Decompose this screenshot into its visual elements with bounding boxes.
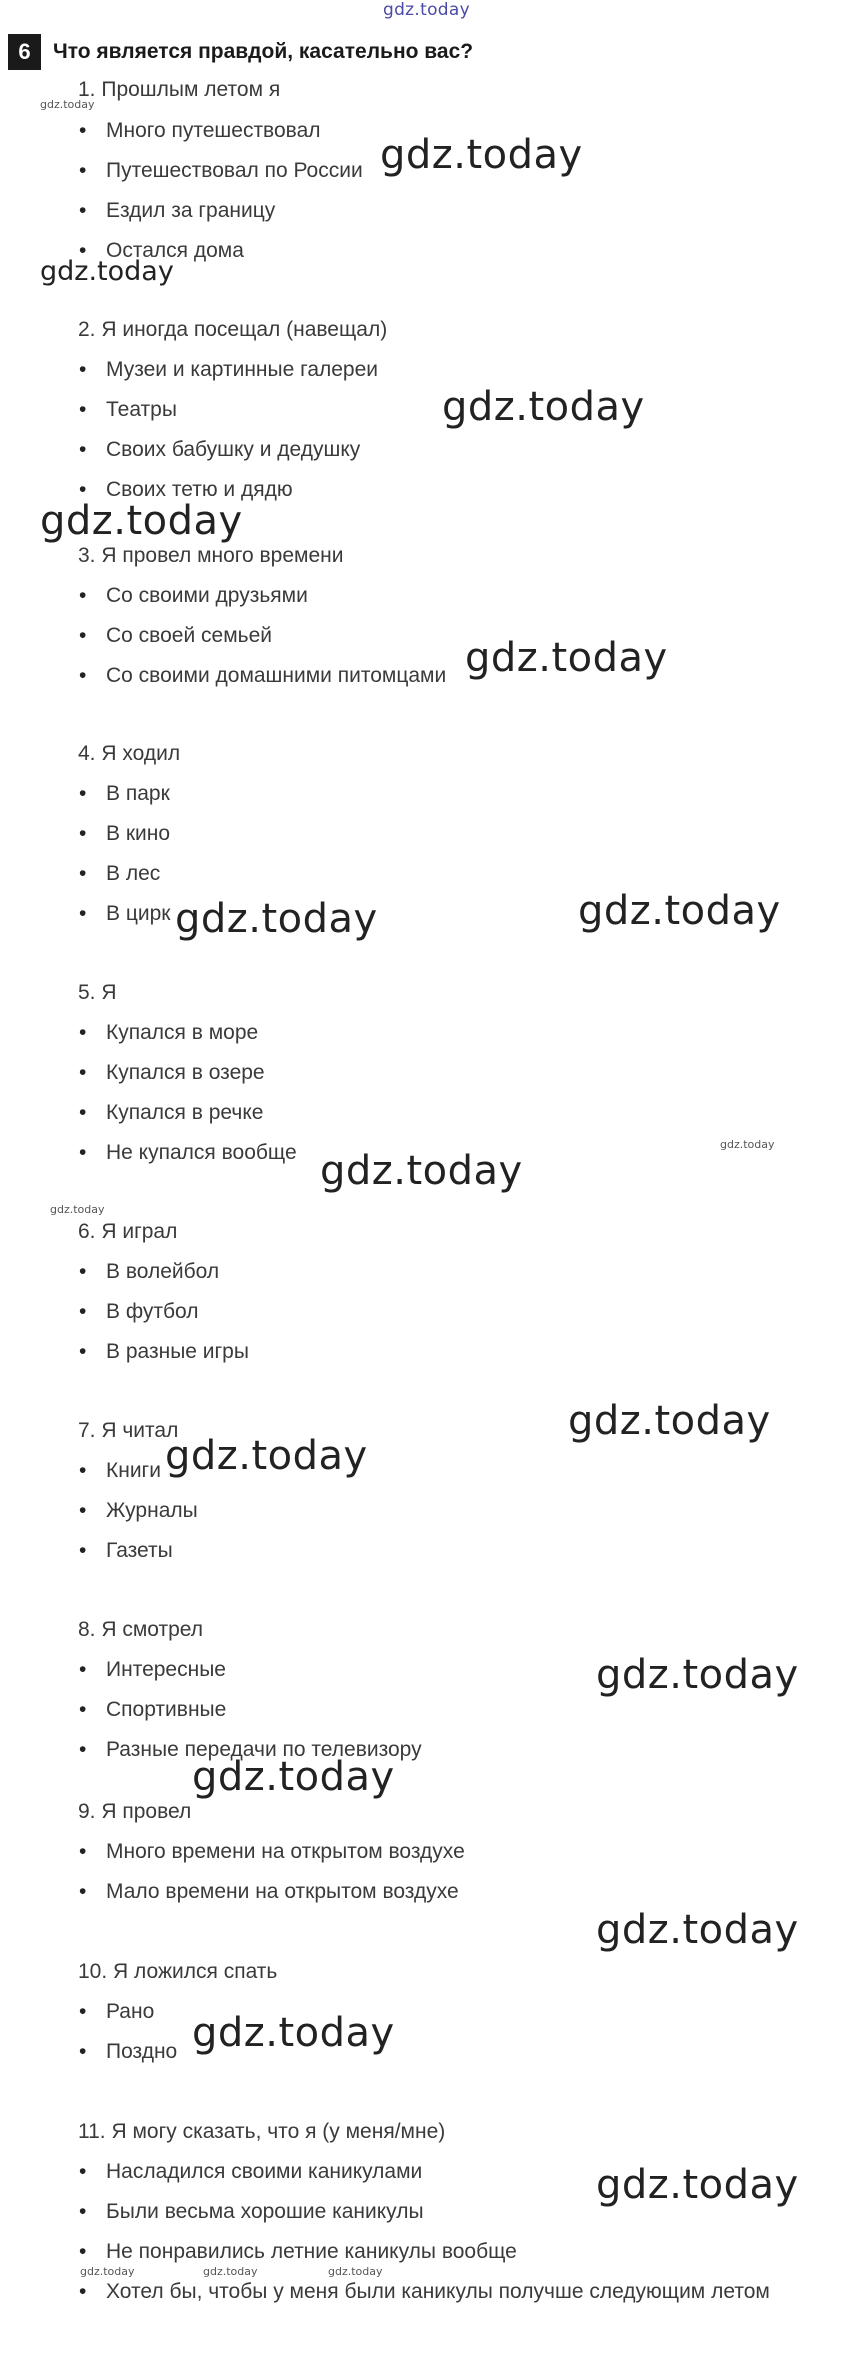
item-2-option-1: • Музеи и картинные галереи [79, 358, 378, 382]
watermark-small: gdz.today [80, 2265, 135, 2278]
item-2-option-4: • Своих тетю и дядю [79, 478, 293, 502]
watermark-large: gdz.today [568, 1398, 771, 1444]
item-9-option-2: • Мало времени на открытом воздухе [79, 1880, 459, 1904]
item-4-title: 4. Я ходил [78, 742, 181, 765]
watermark-medium: gdz.today [40, 256, 174, 287]
top-watermark: gdz.today [383, 0, 470, 20]
item-2-option-2: • Театры [79, 398, 177, 422]
item-8-option-2: • Спортивные [79, 1698, 226, 1722]
item-6-option-1: • В волейбол [79, 1260, 219, 1284]
exercise-header [8, 34, 473, 70]
item-5-option-4: • Не купался вообще [79, 1141, 297, 1165]
item-5-option-2: • Купался в озере [79, 1061, 265, 1085]
item-1-option-1: • Много путешествовал [79, 119, 321, 143]
item-8-option-1: • Интересные [79, 1658, 226, 1682]
item-1-option-4: • Остался дома [79, 239, 244, 263]
watermark-large: gdz.today [596, 2162, 799, 2208]
item-11-option-2: • Были весьма хорошие каникулы [79, 2200, 424, 2224]
watermark-large: gdz.today [320, 1148, 523, 1194]
item-2-option-3: • Своих бабушку и дедушку [79, 438, 360, 462]
item-5-option-1: • Купался в море [79, 1021, 258, 1045]
item-4-option-4: • В цирк [79, 902, 170, 926]
watermark-large: gdz.today [40, 498, 243, 544]
item-10-option-2: • Поздно [79, 2040, 177, 2064]
watermark-large: gdz.today [380, 132, 583, 178]
item-8-title: 8. Я смотрел [78, 1618, 204, 1641]
item-10-title: 10. Я ложился спать [78, 1960, 278, 1983]
item-3-option-3: • Со своими домашними питомцами [79, 664, 446, 688]
exercise-title: Что является правдой, касательно вас? [53, 40, 474, 63]
watermark-large: gdz.today [578, 888, 781, 934]
item-11-option-4: • Хотел бы, чтобы у меня были каникулы получше следующим летом [79, 2280, 770, 2304]
item-11-title: 11. Я могу сказать, что я (у меня/мне) [78, 2120, 446, 2143]
item-7-option-1: • Книги [79, 1459, 161, 1483]
item-7-option-2: • Журналы [79, 1499, 198, 1523]
item-1-option-3: • Ездил за границу [79, 199, 275, 223]
item-3-option-2: • Со своей семьей [79, 624, 272, 648]
item-2-title: 2. Я иногда посещал (навещал) [78, 318, 388, 341]
item-1-option-2: • Путешествовал по России [79, 159, 363, 183]
watermark-small: gdz.today [50, 1203, 105, 1216]
item-11-option-1: • Насладился своими каникулами [79, 2160, 422, 2184]
watermark-large: gdz.today [596, 1652, 799, 1698]
item-6-title: 6. Я играл [78, 1220, 178, 1243]
item-4-option-1: • В парк [79, 782, 170, 806]
item-5-option-3: • Купался в речке [79, 1101, 263, 1125]
item-9-title: 9. Я провел [78, 1800, 192, 1823]
item-10-option-1: • Рано [79, 2000, 154, 2024]
exercise-number-badge: 6 [8, 34, 41, 70]
watermark-large: gdz.today [596, 1907, 799, 1953]
watermark-large: gdz.today [165, 1433, 368, 1479]
watermark-large: gdz.today [192, 2010, 395, 2056]
item-1-title: 1. Прошлым летом я [78, 78, 281, 101]
watermark-large: gdz.today [465, 635, 668, 681]
item-9-option-1: • Много времени на открытом воздухе [79, 1840, 465, 1864]
watermark-large: gdz.today [442, 384, 645, 430]
item-5-title: 5. Я [78, 981, 117, 1004]
item-4-option-2: • В кино [79, 822, 170, 846]
item-6-option-3: • В разные игры [79, 1340, 249, 1364]
watermark-large: gdz.today [175, 896, 378, 942]
item-6-option-2: • В футбол [79, 1300, 199, 1324]
item-7-title: 7. Я читал [78, 1419, 179, 1442]
watermark-small: gdz.today [720, 1138, 775, 1151]
item-4-option-3: • В лес [79, 862, 160, 886]
item-7-option-3: • Газеты [79, 1539, 173, 1563]
item-8-option-3: • Разные передачи по телевизору [79, 1738, 422, 1762]
item-3-option-1: • Со своими друзьями [79, 584, 308, 608]
watermark-large: gdz.today [192, 1754, 395, 1800]
item-11-option-3: • Не понравились летние каникулы вообще [79, 2240, 517, 2264]
watermark-small: gdz.today [40, 98, 95, 111]
watermark-small: gdz.today [328, 2265, 383, 2278]
watermark-small: gdz.today [203, 2265, 258, 2278]
item-3-title: 3. Я провел много времени [78, 544, 344, 567]
